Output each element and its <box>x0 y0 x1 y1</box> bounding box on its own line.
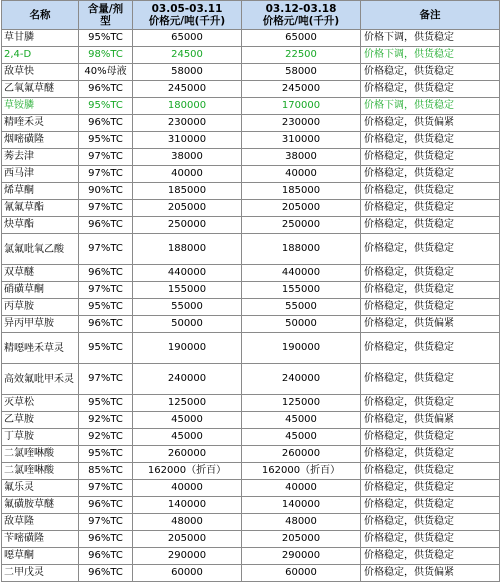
cell-name: 莠去津 <box>2 149 79 166</box>
cell-note: 价格稳定，供货稳定 <box>361 463 500 480</box>
cell-spec: 95%TC <box>79 395 133 412</box>
cell-spec: 97%TC <box>79 200 133 217</box>
cell-price-week1: 440000 <box>133 265 242 282</box>
cell-note: 价格稳定，供货稳定 <box>361 183 500 200</box>
cell-price-week1: 240000 <box>133 364 242 395</box>
cell-note: 价格稳定，供货稳定 <box>361 333 500 364</box>
header-week2-dates: 03.12-03.18 <box>265 3 337 15</box>
cell-price-week2: 162000（折百） <box>242 463 361 480</box>
cell-name: 炔草酯 <box>2 217 79 234</box>
cell-spec: 95%TC <box>79 446 133 463</box>
header-note: 备注 <box>361 1 500 30</box>
table-body <box>2 30 500 582</box>
cell-spec: 96%TC <box>79 265 133 282</box>
cell-name: 烟嘧磺隆 <box>2 132 79 149</box>
cell-price-week2: 440000 <box>242 265 361 282</box>
cell-note: 价格稳定，供货稳定 <box>361 149 500 166</box>
cell-price-week1: 48000 <box>133 514 242 531</box>
cell-name: 异丙甲草胺 <box>2 316 79 333</box>
cell-price-week1: 245000 <box>133 81 242 98</box>
cell-price-week1: 58000 <box>133 64 242 81</box>
table-row <box>2 115 500 132</box>
table-row <box>2 234 500 265</box>
cell-spec: 85%TC <box>79 463 133 480</box>
cell-price-week1: 55000 <box>133 299 242 316</box>
header-week2-unit: 价格元/吨(千升) <box>262 15 340 27</box>
cell-name: 烯草酮 <box>2 183 79 200</box>
cell-note: 价格稳定，供货偏紧 <box>361 115 500 132</box>
cell-price-week2: 60000 <box>242 565 361 582</box>
table-row <box>2 548 500 565</box>
cell-price-week2: 48000 <box>242 514 361 531</box>
header-price-week2 <box>242 1 361 30</box>
cell-price-week2: 290000 <box>242 548 361 565</box>
cell-price-week1: 260000 <box>133 446 242 463</box>
cell-note: 价格稳定，供货稳定 <box>361 429 500 446</box>
cell-price-week1: 155000 <box>133 282 242 299</box>
cell-price-week2: 38000 <box>242 149 361 166</box>
cell-spec: 97%TC <box>79 166 133 183</box>
cell-name: 丙草胺 <box>2 299 79 316</box>
header-week1-dates: 03.05-03.11 <box>151 3 223 15</box>
table-row <box>2 446 500 463</box>
cell-price-week1: 188000 <box>133 234 242 265</box>
cell-note: 价格下调，供货稳定 <box>361 47 500 64</box>
header-name: 名称 <box>2 1 79 30</box>
cell-price-week1: 24500 <box>133 47 242 64</box>
price-table <box>1 0 500 582</box>
cell-name: 氯氟吡氧乙酸 <box>2 234 79 265</box>
cell-price-week1: 180000 <box>133 98 242 115</box>
cell-spec: 95%TC <box>79 132 133 149</box>
cell-price-week2: 205000 <box>242 531 361 548</box>
cell-name: 硝磺草酮 <box>2 282 79 299</box>
cell-note: 价格稳定，供货稳定 <box>361 166 500 183</box>
cell-note: 价格稳定，供货稳定 <box>361 480 500 497</box>
table-row <box>2 98 500 115</box>
cell-name: 精喹禾灵 <box>2 115 79 132</box>
cell-price-week2: 190000 <box>242 333 361 364</box>
cell-price-week2: 45000 <box>242 412 361 429</box>
cell-price-week2: 240000 <box>242 364 361 395</box>
cell-price-week1: 65000 <box>133 30 242 47</box>
table-row <box>2 364 500 395</box>
table-row <box>2 531 500 548</box>
cell-price-week1: 190000 <box>133 333 242 364</box>
header-price-week1 <box>133 1 242 30</box>
cell-note: 价格稳定，供货稳定 <box>361 234 500 265</box>
table-row <box>2 132 500 149</box>
cell-spec: 97%TC <box>79 234 133 265</box>
cell-price-week1: 40000 <box>133 166 242 183</box>
cell-note: 价格稳定，供货偏紧 <box>361 565 500 582</box>
cell-price-week1: 162000（折百） <box>133 463 242 480</box>
cell-spec: 96%TC <box>79 217 133 234</box>
cell-price-week2: 125000 <box>242 395 361 412</box>
cell-spec: 97%TC <box>79 480 133 497</box>
cell-name: 草铵膦 <box>2 98 79 115</box>
cell-spec: 96%TC <box>79 548 133 565</box>
cell-price-week2: 188000 <box>242 234 361 265</box>
cell-name: 敌草快 <box>2 64 79 81</box>
cell-note: 价格稳定，供货稳定 <box>361 81 500 98</box>
cell-name: 二甲戊灵 <box>2 565 79 582</box>
table-row <box>2 183 500 200</box>
cell-spec: 95%TC <box>79 98 133 115</box>
cell-note: 价格稳定，供货稳定 <box>361 200 500 217</box>
cell-name: 氰氟草酯 <box>2 200 79 217</box>
cell-price-week2: 250000 <box>242 217 361 234</box>
cell-note: 价格稳定，供货稳定 <box>361 548 500 565</box>
cell-name: 乙草胺 <box>2 412 79 429</box>
cell-price-week2: 155000 <box>242 282 361 299</box>
cell-price-week2: 260000 <box>242 446 361 463</box>
cell-price-week2: 58000 <box>242 64 361 81</box>
table-row <box>2 412 500 429</box>
table-row <box>2 282 500 299</box>
cell-note: 价格稳定，供货稳定 <box>361 497 500 514</box>
table-row <box>2 480 500 497</box>
cell-price-week1: 250000 <box>133 217 242 234</box>
cell-price-week2: 55000 <box>242 299 361 316</box>
cell-note: 价格稳定，供货偏紧 <box>361 316 500 333</box>
cell-price-week2: 45000 <box>242 429 361 446</box>
cell-name: 氟乐灵 <box>2 480 79 497</box>
table-row <box>2 316 500 333</box>
cell-price-week1: 45000 <box>133 412 242 429</box>
cell-price-week1: 60000 <box>133 565 242 582</box>
cell-price-week1: 140000 <box>133 497 242 514</box>
cell-name: 双草醚 <box>2 265 79 282</box>
table-row <box>2 81 500 98</box>
header-row <box>2 1 500 30</box>
cell-note: 价格稳定，供货稳定 <box>361 64 500 81</box>
cell-name: 敌草隆 <box>2 514 79 531</box>
cell-price-week1: 38000 <box>133 149 242 166</box>
table-row <box>2 265 500 282</box>
cell-note: 价格稳定，供货偏紧 <box>361 412 500 429</box>
table-row <box>2 64 500 81</box>
cell-price-week1: 40000 <box>133 480 242 497</box>
cell-spec: 96%TC <box>79 316 133 333</box>
cell-spec: 97%TC <box>79 282 133 299</box>
table-row <box>2 217 500 234</box>
cell-spec: 97%TC <box>79 364 133 395</box>
cell-price-week2: 22500 <box>242 47 361 64</box>
cell-note: 价格下调，供货稳定 <box>361 30 500 47</box>
cell-name: 二氯喹啉酸 <box>2 463 79 480</box>
cell-price-week1: 205000 <box>133 531 242 548</box>
cell-name: 精噁唑禾草灵 <box>2 333 79 364</box>
table-row <box>2 166 500 183</box>
cell-note: 价格稳定，供货稳定 <box>361 282 500 299</box>
table-row <box>2 497 500 514</box>
cell-price-week1: 125000 <box>133 395 242 412</box>
header-spec-line2: 型 <box>100 15 111 27</box>
cell-note: 价格稳定，供货稳定 <box>361 132 500 149</box>
cell-price-week2: 40000 <box>242 166 361 183</box>
table-row <box>2 395 500 412</box>
cell-price-week2: 40000 <box>242 480 361 497</box>
cell-name: 苄嘧磺隆 <box>2 531 79 548</box>
cell-name: 噁草酮 <box>2 548 79 565</box>
header-week1-unit: 价格元/吨(千升) <box>148 15 226 27</box>
cell-spec: 96%TC <box>79 497 133 514</box>
cell-name: 草甘膦 <box>2 30 79 47</box>
cell-spec: 92%TC <box>79 412 133 429</box>
cell-name: 二氯喹啉酸 <box>2 446 79 463</box>
cell-price-week2: 245000 <box>242 81 361 98</box>
cell-price-week2: 140000 <box>242 497 361 514</box>
table-row <box>2 429 500 446</box>
header-spec <box>79 1 133 30</box>
cell-spec: 95%TC <box>79 30 133 47</box>
cell-note: 价格稳定，供货稳定 <box>361 217 500 234</box>
header-spec-line1: 含量/剂 <box>87 3 124 15</box>
cell-name: 高效氟吡甲禾灵 <box>2 364 79 395</box>
cell-price-week1: 185000 <box>133 183 242 200</box>
table-row <box>2 514 500 531</box>
table-row <box>2 30 500 47</box>
table-row <box>2 463 500 480</box>
table-row <box>2 149 500 166</box>
cell-price-week2: 185000 <box>242 183 361 200</box>
cell-note: 价格下调，供货稳定 <box>361 98 500 115</box>
cell-price-week1: 290000 <box>133 548 242 565</box>
cell-price-week2: 65000 <box>242 30 361 47</box>
cell-price-week1: 230000 <box>133 115 242 132</box>
table-row <box>2 47 500 64</box>
cell-spec: 96%TC <box>79 115 133 132</box>
cell-price-week2: 170000 <box>242 98 361 115</box>
cell-name: 灭草松 <box>2 395 79 412</box>
cell-name: 乙氧氟草醚 <box>2 81 79 98</box>
table-row <box>2 565 500 582</box>
cell-spec: 95%TC <box>79 333 133 364</box>
cell-price-week1: 310000 <box>133 132 242 149</box>
cell-note: 价格稳定，供货稳定 <box>361 514 500 531</box>
cell-note: 价格稳定，供货稳定 <box>361 299 500 316</box>
cell-spec: 97%TC <box>79 514 133 531</box>
cell-price-week2: 205000 <box>242 200 361 217</box>
cell-note: 价格稳定，供货稳定 <box>361 395 500 412</box>
cell-spec: 97%TC <box>79 149 133 166</box>
cell-note: 价格稳定，供货稳定 <box>361 531 500 548</box>
cell-note: 价格稳定，供货稳定 <box>361 446 500 463</box>
cell-price-week1: 205000 <box>133 200 242 217</box>
cell-spec: 96%TC <box>79 531 133 548</box>
cell-spec: 40%母液 <box>79 64 133 81</box>
cell-spec: 98%TC <box>79 47 133 64</box>
cell-note: 价格稳定，供货稳定 <box>361 265 500 282</box>
cell-price-week2: 230000 <box>242 115 361 132</box>
cell-spec: 96%TC <box>79 565 133 582</box>
cell-price-week1: 50000 <box>133 316 242 333</box>
cell-price-week2: 310000 <box>242 132 361 149</box>
cell-spec: 95%TC <box>79 299 133 316</box>
cell-note: 价格稳定，供货稳定 <box>361 364 500 395</box>
cell-name: 氟磺胺草醚 <box>2 497 79 514</box>
table-row <box>2 200 500 217</box>
cell-spec: 92%TC <box>79 429 133 446</box>
cell-name: 西马津 <box>2 166 79 183</box>
table-row <box>2 333 500 364</box>
table-row <box>2 299 500 316</box>
cell-spec: 96%TC <box>79 81 133 98</box>
cell-name: 2,4-D <box>2 47 79 64</box>
cell-name: 丁草胺 <box>2 429 79 446</box>
cell-spec: 90%TC <box>79 183 133 200</box>
cell-price-week1: 45000 <box>133 429 242 446</box>
cell-price-week2: 50000 <box>242 316 361 333</box>
